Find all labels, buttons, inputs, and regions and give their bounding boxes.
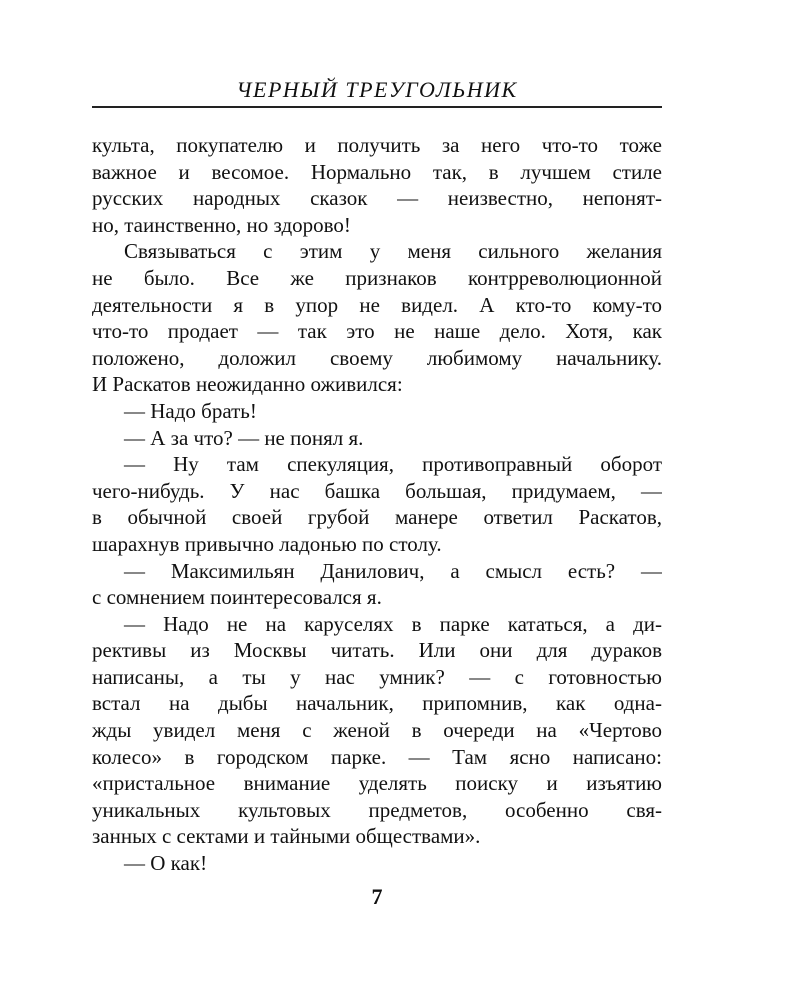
text-line: «пристальное внимание уделять поиску и изъятию <box>92 771 662 796</box>
running-title: ЧЕРНЫЙ ТРЕУГОЛЬНИК <box>236 77 518 102</box>
text-line: но, таинственно, но здорово! <box>92 212 351 237</box>
text-line: — О как! <box>124 851 208 876</box>
text-line: — Ну там спекуляция, противоправный оборот <box>124 452 662 477</box>
text-line: жды увидел меня с женой в очереди на «Чертово <box>92 718 662 743</box>
text-line: культа, покупателю и получить за него что-то тоже <box>92 133 662 157</box>
text-line: чего-нибудь. У нас башка большая, придумаем, — <box>92 478 662 503</box>
text-line: шарахнув привычно ладонью по столу. <box>92 531 442 556</box>
text-line: не было. Все же признаков контрреволюционной <box>92 265 662 290</box>
text-line: деятельности я в упор не видел. А кто-то кому-то <box>92 292 662 317</box>
text-line: что-то продает — так это не наше дело. Хотя, как <box>92 319 662 344</box>
text-line: И Раскатов неожиданно оживился: <box>92 372 403 397</box>
header-rule <box>92 106 662 108</box>
text-line: уникальных культовых предметов, особенно свя- <box>92 797 662 822</box>
text-line: с сомнением поинтересовался я. <box>92 585 382 610</box>
text-line: занных с сектами и тайными обществами». <box>92 824 481 849</box>
text-line: — Надо брать! <box>124 398 257 423</box>
text-line: встал на дыбы начальник, припомнив, как одна- <box>92 691 662 716</box>
text-line: — Максимильян Данилович, а смысл есть? — <box>124 558 662 583</box>
text-line: русских народных сказок — неизвестно, непонят- <box>92 186 662 211</box>
body-text <box>92 132 662 877</box>
text-line: — Надо не на каруселях в парке кататься, а ди- <box>124 611 662 636</box>
text-line: важное и весомое. Нормально так, в лучшем стиле <box>92 159 662 184</box>
text-line: рективы из Москвы читать. Или они для дураков <box>92 638 662 663</box>
text-line: — А за что? — не понял я. <box>124 425 364 450</box>
page-number: 7 <box>371 884 383 909</box>
text-line: Связываться с этим у меня сильного желания <box>124 239 662 264</box>
text-line: в обычной своей грубой манере ответил Раскатов, <box>92 505 662 530</box>
text-line: положено, доложил своему любимому начальнику. <box>92 345 662 370</box>
text-line: написаны, а ты у нас умник? — с готовностью <box>92 664 662 689</box>
text-line: колесо» в городском парке. — Там ясно написано: <box>92 744 662 769</box>
